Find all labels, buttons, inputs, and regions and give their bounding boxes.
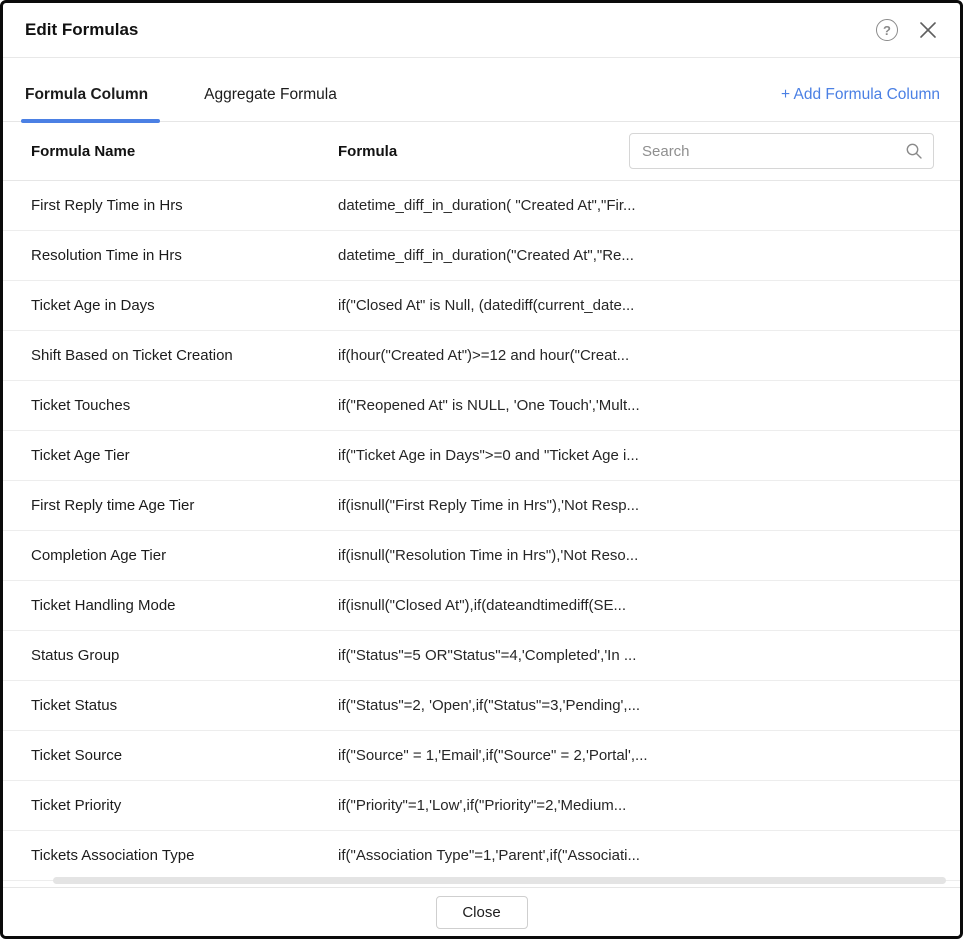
formula-expression: datetime_diff_in_duration( "Created At","Fir...	[338, 197, 636, 214]
formula-expression: if(isnull("First Reply Time in Hrs"),'Not Resp...	[338, 497, 640, 514]
formula-name: Resolution Time in Hrs	[31, 247, 182, 264]
table-row[interactable]	[3, 581, 960, 631]
formula-name: Shift Based on Ticket Creation	[31, 347, 233, 364]
close-icon[interactable]	[918, 20, 938, 40]
formula-name: Status Group	[31, 647, 120, 664]
titlebar-actions	[876, 19, 938, 41]
formula-expression: if("Priority"=1,'Low',if("Priority"=2,'Medium...	[338, 797, 627, 814]
dialog-footer	[3, 887, 960, 936]
tab-formula-column[interactable]: Formula Column	[23, 86, 150, 121]
table-row[interactable]	[3, 381, 960, 431]
table-row[interactable]	[3, 181, 960, 231]
formula-table-body	[3, 181, 960, 887]
close-button[interactable]: Close	[436, 896, 528, 929]
formula-name: Ticket Status	[31, 697, 118, 714]
horizontal-scrollbar[interactable]	[53, 877, 946, 884]
formula-expression: if("Status"=2, 'Open',if("Status"=3,'Pending',...	[338, 697, 641, 714]
formula-expression: if("Reopened At" is NULL, 'One Touch','Mult...	[338, 397, 640, 414]
formula-name: First Reply time Age Tier	[31, 497, 195, 514]
formula-expression: if(isnull("Closed At"),if(dateandtimediff(SE...	[338, 597, 626, 614]
formula-expression: datetime_diff_in_duration("Created At","Re...	[338, 247, 634, 264]
table-row[interactable]	[3, 331, 960, 381]
formula-name: Ticket Age Tier	[31, 447, 130, 464]
formula-expression: if("Source" = 1,'Email',if("Source" = 2,'Portal',...	[338, 747, 648, 764]
table-row[interactable]	[3, 831, 960, 881]
add-formula-column-link[interactable]: + Add Formula Column	[781, 86, 940, 103]
table-row[interactable]	[3, 731, 960, 781]
formula-name: Ticket Touches	[31, 397, 131, 414]
tabs-bar	[3, 58, 960, 122]
formula-expression: if("Closed At" is Null, (datediff(current_date...	[338, 297, 635, 314]
formula-expression: if("Status"=5 OR"Status"=4,'Completed','In ...	[338, 647, 637, 664]
table-row[interactable]	[3, 231, 960, 281]
formula-name: Completion Age Tier	[31, 547, 167, 564]
formula-name: Ticket Handling Mode	[31, 597, 176, 614]
column-header-formula-name: Formula Name	[31, 142, 136, 160]
formula-name: First Reply Time in Hrs	[31, 197, 183, 214]
table-row[interactable]	[3, 681, 960, 731]
search-input[interactable]	[629, 133, 934, 169]
formula-expression: if(hour("Created At")>=12 and hour("Creat...	[338, 347, 630, 364]
formula-name: Tickets Association Type	[31, 847, 195, 864]
table-row[interactable]	[3, 281, 960, 331]
formula-expression: if("Association Type"=1,'Parent',if("Associati...	[338, 847, 640, 864]
dialog-title: Edit Formulas	[25, 20, 139, 39]
formula-name: Ticket Priority	[31, 797, 122, 814]
formula-name: Ticket Age in Days	[31, 297, 155, 314]
column-header-formula: Formula	[338, 142, 398, 160]
table-row[interactable]	[3, 781, 960, 831]
formula-expression: if("Ticket Age in Days">=0 and "Ticket Age i...	[338, 447, 639, 464]
formula-name: Ticket Source	[31, 747, 123, 764]
table-header	[3, 122, 960, 181]
help-icon[interactable]: ?	[876, 19, 898, 41]
dialog-titlebar	[3, 3, 960, 58]
table-row[interactable]	[3, 631, 960, 681]
tab-aggregate-formula[interactable]: Aggregate Formula	[204, 86, 337, 103]
formula-expression: if(isnull("Resolution Time in Hrs"),'Not Reso...	[338, 547, 639, 564]
table-row[interactable]	[3, 431, 960, 481]
table-row[interactable]	[3, 531, 960, 581]
search-box	[629, 133, 934, 169]
table-row[interactable]	[3, 481, 960, 531]
